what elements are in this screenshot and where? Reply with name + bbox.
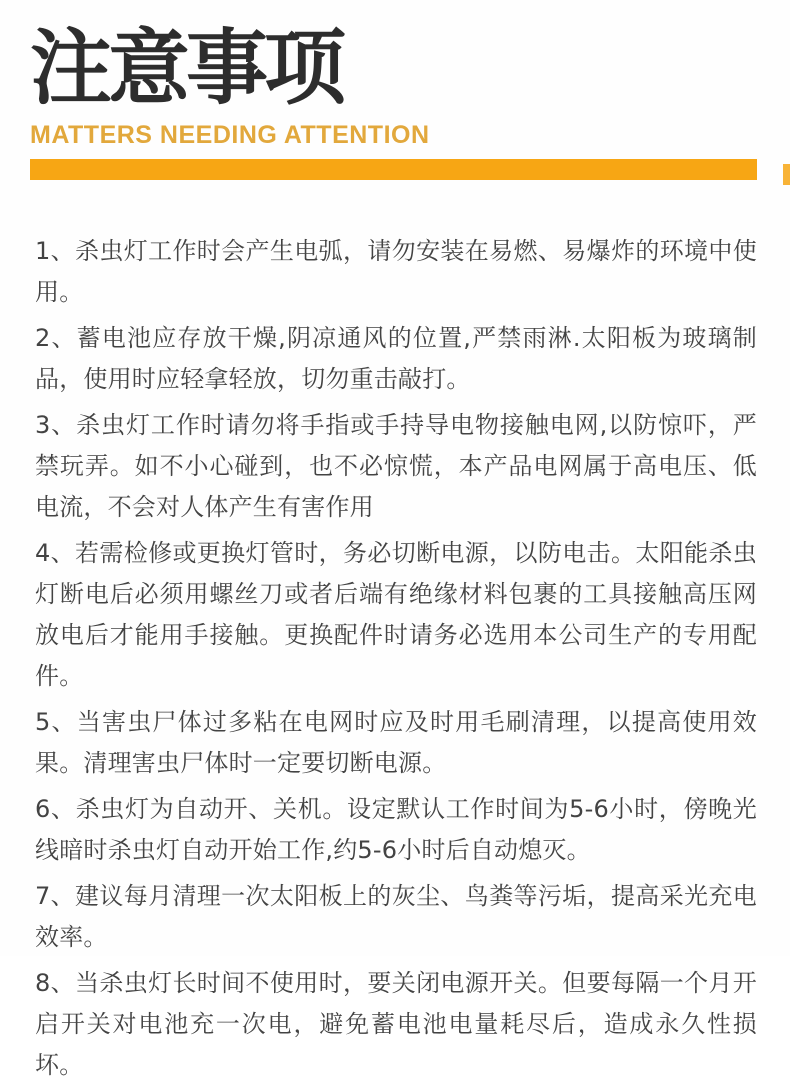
- header: [0, 0, 790, 180]
- notice-item-8: 8、当杀虫灯长时间不使用时，要关闭电源开关。但要每隔一个月开启开关对电池充一次电，避免蓄电池电量耗尽后，造成永久性损坏。: [35, 969, 757, 1080]
- accent-bar-fragment: [783, 164, 790, 185]
- notice-item-4: 4、若需检修或更换灯管时，务必切断电源，以防电击。太阳能杀虫灯断电后必须用螺丝刀或者后端有绝缘材料包裹的工具接触高压网放电后才能用手接触。更换配件时请务必选用本公司生产的专用配件。: [35, 539, 757, 691]
- page-subtitle: MATTERS NEEDING ATTENTION: [30, 121, 430, 150]
- notice-item-3: 3、杀虫灯工作时请勿将手指或手持导电物接触电网,以防惊吓，严禁玩弄。如不小心碰到，也不必惊慌，本产品电网属于高电压、低电流，不会对人体产生有害作用: [35, 411, 757, 522]
- notice-item-1: 1、杀虫灯工作时会产生电弧，请勿安装在易燃、易爆炸的环境中使用。: [35, 237, 757, 307]
- notice-item-7: 7、建议每月清理一次太阳板上的灰尘、鸟粪等污垢，提高采光充电效率。: [35, 882, 757, 952]
- notice-item-2: 2、蓄电池应存放干燥,阴凉通风的位置,严禁雨淋.太阳板为玻璃制品，使用时应轻拿轻放，切勿重击敲打。: [35, 324, 757, 394]
- accent-bar: [30, 159, 757, 180]
- notice-item-5: 5、当害虫尸体过多粘在电网时应及时用毛刷清理，以提高使用效果。清理害虫尸体时一定要切断电源。: [35, 708, 757, 778]
- notice-list: [0, 180, 790, 1086]
- page-title: 注意事项: [30, 21, 343, 116]
- notice-item-6: 6、杀虫灯为自动开、关机。设定默认工作时间为5-6小时，傍晚光线暗时杀虫灯自动开始工作,约5-6小时后自动熄灭。: [35, 795, 757, 865]
